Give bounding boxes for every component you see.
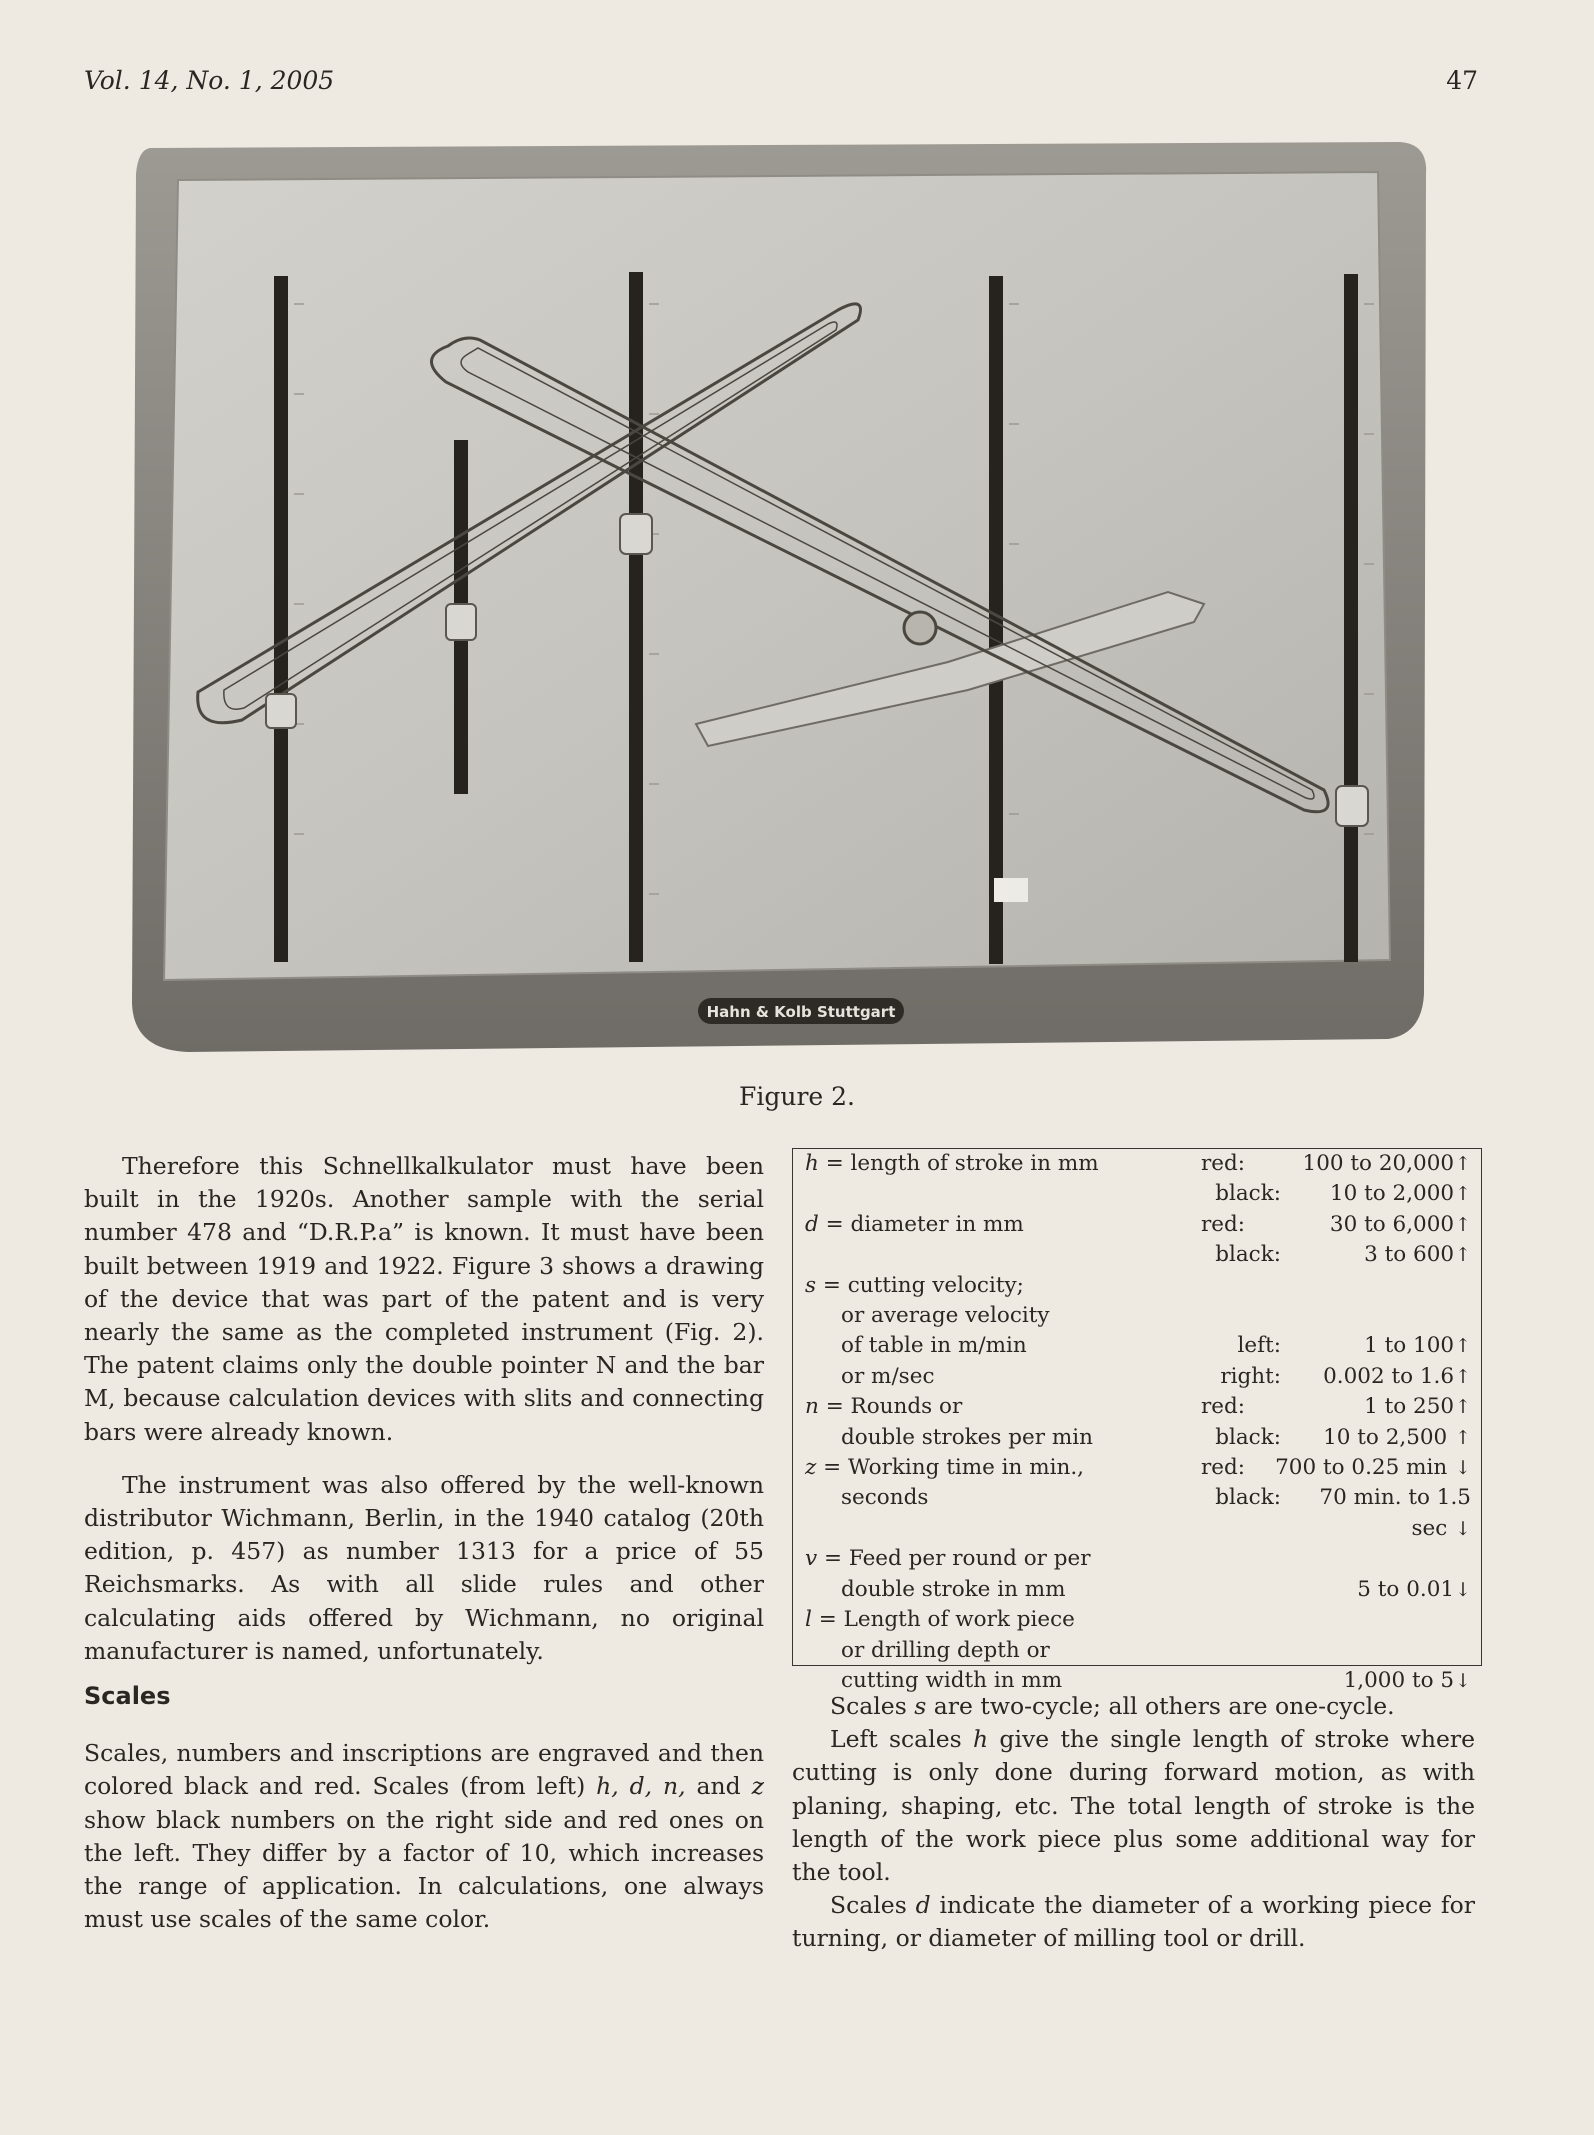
scale-description: v = Feed per round or per (805, 1546, 1091, 1572)
scale-range: 70 min. to 1.5 sec ↓ (1281, 1483, 1471, 1544)
up-arrow-icon: ↑ (1455, 1335, 1471, 1358)
page-number: 47 (1446, 66, 1478, 95)
scale-range: 10 to 2,500 ↑ (1281, 1423, 1471, 1453)
serial-sticker (994, 878, 1028, 902)
scale-color (1169, 1605, 1245, 1635)
down-arrow-icon: ↓ (1455, 1578, 1471, 1601)
scale-row (805, 1240, 1471, 1270)
left-column (84, 1150, 764, 1936)
paragraph: The instrument was also offered by the well-known distributor Wichmann, Berlin, in the 1940 catalog (20th edition, p. 457) as number 1313 for a price of 55 Reichsmarks. As with all slide rules and other calculating aids offered by Wichmann, no original manufacturer is named, unfortunately. (84, 1470, 764, 1665)
scale-color: red: (1200, 1455, 1245, 1481)
scale-color: black: (1215, 1242, 1281, 1268)
up-arrow-icon: ↑ (1455, 1426, 1471, 1449)
scale-row (805, 1392, 1471, 1422)
up-arrow-icon: ↑ (1455, 1365, 1471, 1388)
scale-description: s = cutting velocity; (805, 1272, 1024, 1298)
scale-row (805, 1362, 1471, 1392)
scale-row (805, 1301, 1471, 1331)
slit-l (1344, 274, 1358, 962)
figure-caption: Figure 2. (739, 1082, 855, 1111)
scale-range (1245, 1271, 1471, 1301)
up-arrow-icon: ↑ (1455, 1396, 1471, 1419)
scale-row (805, 1210, 1471, 1240)
down-arrow-icon: ↓ (1455, 1457, 1471, 1480)
scale-range: 100 to 20,000↑ (1245, 1149, 1471, 1179)
scale-range: 700 to 0.25 min ↓ (1245, 1453, 1471, 1483)
scale-color (1205, 1575, 1281, 1605)
slider-l (1336, 786, 1368, 826)
scale-description: or average velocity (841, 1303, 1050, 1329)
scale-description: n = Rounds or (805, 1394, 963, 1420)
scale-range: 10 to 2,000↑ (1281, 1179, 1471, 1209)
scale-range: 1,000 to 5↓ (1281, 1666, 1471, 1696)
up-arrow-icon: ↑ (1455, 1153, 1471, 1175)
scale-range: 30 to 6,000↑ (1245, 1210, 1471, 1240)
scale-row (805, 1636, 1471, 1666)
scale-range: 1 to 250↑ (1245, 1392, 1471, 1422)
paragraph: Left scales h give the single length of stroke where cutting is only done during forward motion, as with planing, shaping, etc. The total length of stroke is the length of the work piece plus some additional way for the tool. (792, 1725, 1475, 1887)
scale-row (805, 1483, 1471, 1544)
scale-description: l = Length of work piece (805, 1607, 1075, 1633)
scale-color: right: (1220, 1363, 1281, 1389)
section-heading: Scales (84, 1682, 171, 1711)
scale-description: of table in m/min (841, 1333, 1027, 1359)
scale-range: 3 to 600↑ (1281, 1240, 1471, 1270)
scale-range: 5 to 0.01↓ (1281, 1575, 1471, 1605)
scale-color: red: (1200, 1151, 1245, 1176)
scale-description: cutting width in mm (841, 1667, 1063, 1693)
scale-description: double stroke in mm (841, 1576, 1066, 1602)
scales-table (792, 1148, 1482, 1693)
scale-description (805, 1240, 1205, 1270)
maker-plate-text: Hahn & Kolb Stuttgart (706, 1003, 896, 1021)
right-column (792, 1690, 1475, 1956)
scale-color: red: (1200, 1211, 1245, 1237)
scale-description: z = Working time in min., (805, 1455, 1085, 1481)
scale-range: 0.002 to 1.6↑ (1281, 1362, 1471, 1392)
scale-range: 1 to 100↑ (1281, 1331, 1471, 1361)
scale-range (1281, 1301, 1471, 1331)
down-arrow-icon: ↓ (1455, 1517, 1471, 1540)
scale-plate (164, 172, 1390, 980)
running-header (84, 66, 1478, 106)
scale-row (805, 1271, 1471, 1301)
scale-row (805, 1575, 1471, 1605)
scale-description: d = diameter in mm (805, 1211, 1024, 1237)
scale-range (1245, 1605, 1471, 1635)
scale-color (1205, 1301, 1281, 1331)
down-arrow-icon: ↓ (1455, 1669, 1471, 1692)
scale-color: left: (1237, 1333, 1281, 1359)
scale-color (1169, 1271, 1245, 1301)
up-arrow-icon: ↑ (1455, 1183, 1471, 1206)
scale-color: red: (1200, 1394, 1245, 1420)
scale-row (805, 1331, 1471, 1361)
scale-row (805, 1149, 1471, 1179)
scale-description: h = length of stroke in mm (805, 1151, 1099, 1176)
pointer-hub (904, 612, 936, 644)
scale-description: seconds (841, 1485, 929, 1511)
scale-color: black: (1215, 1485, 1281, 1511)
scale-row (805, 1544, 1471, 1574)
scale-description: or drilling depth or (841, 1637, 1050, 1663)
up-arrow-icon: ↑ (1455, 1213, 1471, 1236)
scale-description (805, 1179, 1205, 1209)
slider-d (446, 604, 476, 640)
paragraph: Scales s are two-cycle; all others are one-cycle. (830, 1692, 1395, 1720)
journal-volume: Vol. 14, No. 1, 2005 (84, 66, 335, 95)
paragraph: Scales d indicate the diameter of a working piece for turning, or diameter of milling tool or drill. (792, 1891, 1475, 1953)
scale-color: black: (1215, 1181, 1281, 1207)
schnellkalkulator-photo (128, 134, 1432, 1064)
slider-h (266, 694, 296, 728)
scale-row (805, 1423, 1471, 1453)
scale-color (1169, 1544, 1245, 1574)
scale-range (1245, 1544, 1471, 1574)
scale-color: black: (1215, 1424, 1281, 1450)
scale-description: double strokes per min (841, 1424, 1093, 1450)
slit-n (629, 272, 643, 962)
slider-n (620, 514, 652, 554)
scale-row (805, 1179, 1471, 1209)
up-arrow-icon: ↑ (1455, 1244, 1471, 1267)
scale-description: or m/sec (841, 1363, 935, 1389)
slit-h (274, 276, 288, 962)
scale-row (805, 1605, 1471, 1635)
scale-color (1205, 1636, 1281, 1666)
paragraph: Scales, numbers and inscriptions are engraved and then colored black and red. Scales (from left) h, d, n, and z show black numbers on the right side and red ones on the left. They differ by a factor of 10, which increases the range of application. In calculations, one always must use scales of the same color. (84, 1739, 764, 1934)
scale-range (1281, 1636, 1471, 1666)
scale-row (805, 1453, 1471, 1483)
paragraph: Therefore this Schnellkalkulator must have been built in the 1920s. Another sample with the serial number 478 and “D.R.P.a” is known. It must have been built between 1919 and 1922. Figure 3 shows a drawing of the device that was part of the patent and is very nearly the same as the completed instrument (Fig. 2). The patent claims only the double pointer N and the bar M, because calculation devices with slits and connecting bars were already known. (84, 1152, 764, 1446)
